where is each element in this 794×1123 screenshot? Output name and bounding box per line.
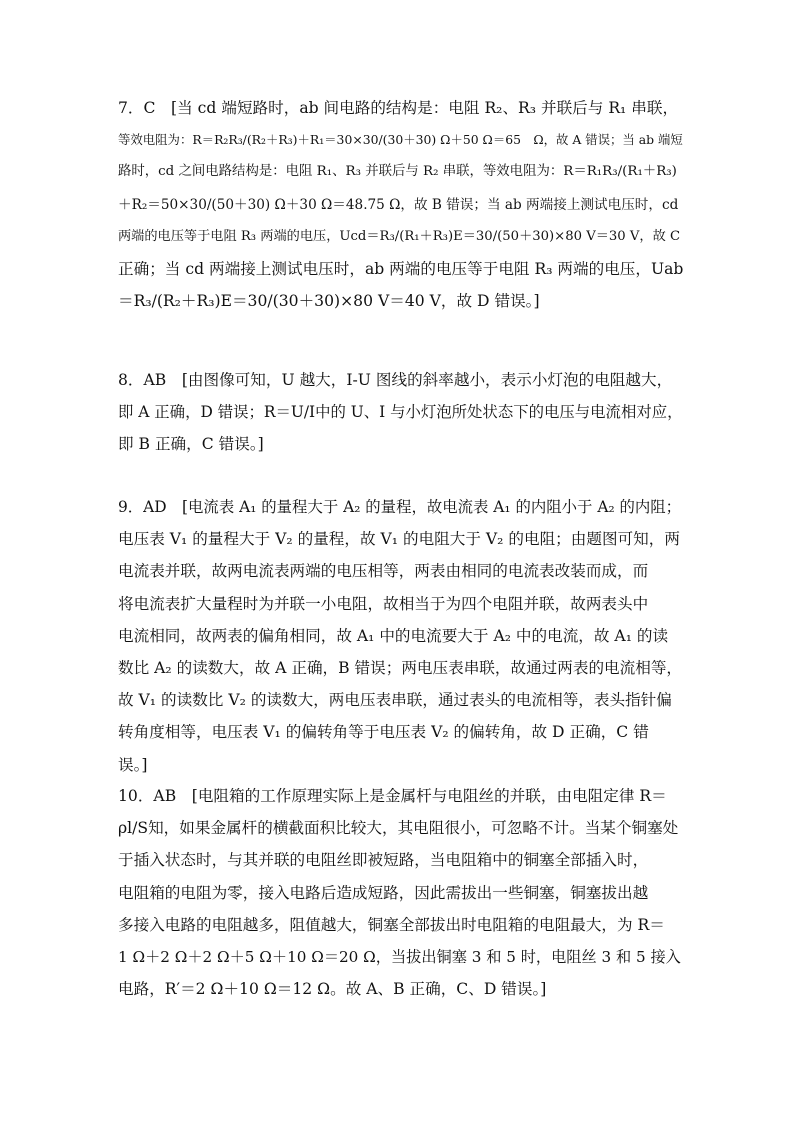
answer-7-line-7: ＝R₃/(R₂＋R₃)E＝30/(30＋30)×80 V＝40 V，故 D 错误。] — [118, 292, 540, 311]
answer-7-line-2: 等效电阻为：R＝R₂R₃/(R₂＋R₃)＋R₁＝30×30/(30＋30) Ω＋50 Ω＝65 Ω，故 A 错误；当 ab 端短 — [118, 132, 683, 148]
answer-10-line-7: 电路，R′＝2 Ω＋10 Ω＝12 Ω。故 A、B 正确，C、D 错误。] — [118, 980, 547, 999]
answer-7-line-5: 两端的电压等于电阻 R₃ 两端的电压，Ucd＝R₃/(R₁＋R₃)E＝30/(50＋30)×80 V＝30 V，故 C — [118, 228, 681, 244]
answer-7 — [118, 92, 684, 317]
answer-8-line-2: 即 A 正确，D 错误；R＝U/I中的 U、I 与小灯泡所处状态下的电压与电流相对应， — [118, 403, 683, 422]
answer-9-line-3: 电流表并联，故两电流表两端的电压相等，两表由相同的电流表改装而成，而 — [118, 562, 649, 581]
answer-9-line-4: 将电流表扩大量程时为并联一小电阻，故相当于为四个电阻并联，故两表头中 — [118, 594, 649, 613]
answer-9-line-8: 转角度相等，电压表 V₁ 的偏转角等于电压表 V₂ 的偏转角，故 D 正确，C 错 — [118, 723, 649, 742]
answer-7-line-4: ＋R₂＝50×30/(50＋30) Ω＋30 Ω＝48.75 Ω，故 B 错误；当 ab 两端接上测试电压时，cd — [118, 196, 679, 213]
answer-8 — [118, 364, 684, 461]
answer-7-line-6: 正确；当 cd 两端接上测试电压时，ab 两端的电压等于电阻 R₃ 两端的电压，Uab — [118, 259, 684, 278]
answer-7-line-1: 7．C [当 cd 端短路时，ab 间电路的结构是：电阻 R₂、R₃ 并联后与 R₁ 串联， — [118, 99, 679, 117]
answer-7-line-3: 路时，cd 之间电路结构是：电阻 R₁、R₃ 并联后与 R₂ 串联，等效电阻为：R＝R₁R₃/(R₁＋R₃) — [118, 164, 677, 180]
answer-9-line-7: 故 V₁ 的读数比 V₂ 的读数大，两电压表串联，通过表头的电流相等，表头指针偏 — [118, 691, 672, 710]
answer-10-line-6: 1 Ω＋2 Ω＋2 Ω＋5 Ω＋10 Ω＝20 Ω，当拔出铜塞 3 和 5 时，电阻丝 3 和 5 接入 — [118, 947, 681, 966]
answer-9-line-1: 9．AD [电流表 A₁ 的量程大于 A₂ 的量程，故电流表 A₁ 的内阻小于 A₂ 的内阻； — [118, 498, 682, 516]
answer-10-line-1: 10．AB [电阻箱的工作原理实际上是金属杆与电阻丝的并联，由电阻定律 R＝ — [118, 787, 667, 805]
answer-10-line-2: ρl/S知，如果金属杆的横截面积比较大，其电阻很小，可忽略不计。当某个铜塞处 — [118, 819, 679, 838]
answer-10-line-3: 于插入状态时，与其并联的电阻丝即被短路，当电阻箱中的铜塞全部插入时， — [118, 851, 649, 870]
answer-10 — [118, 780, 684, 1005]
answer-10-line-4: 电阻箱的电阻为零，接入电路后造成短路，因此需拔出一些铜塞，铜塞拔出越 — [118, 883, 649, 902]
answer-8-line-3: 即 B 正确，C 错误。] — [118, 435, 264, 454]
answer-8-line-1: 8．AB [由图像可知，U 越大，I-U 图线的斜率越小，表示小灯泡的电阻越大， — [118, 371, 673, 389]
answer-9-line-9: 误。] — [118, 755, 148, 774]
answer-9-line-5: 电流相同，故两表的偏角相同，故 A₁ 中的电流要大于 A₂ 中的电流，故 A₁ 的读 — [118, 626, 669, 645]
answer-9 — [118, 491, 684, 781]
answer-9-line-6: 数比 A₂ 的读数大，故 A 正确，B 错误；两电压表串联，故通过两表的电流相等， — [118, 658, 683, 677]
answer-9-line-2: 电压表 V₁ 的量程大于 V₂ 的量程，故 V₁ 的电阻大于 V₂ 的电阻；由题图可知，两 — [118, 530, 680, 549]
answer-10-line-5: 多接入电路的电阻越多，阻值越大，铜塞全部拔出时电阻箱的电阻最大，为 R＝ — [118, 915, 665, 934]
